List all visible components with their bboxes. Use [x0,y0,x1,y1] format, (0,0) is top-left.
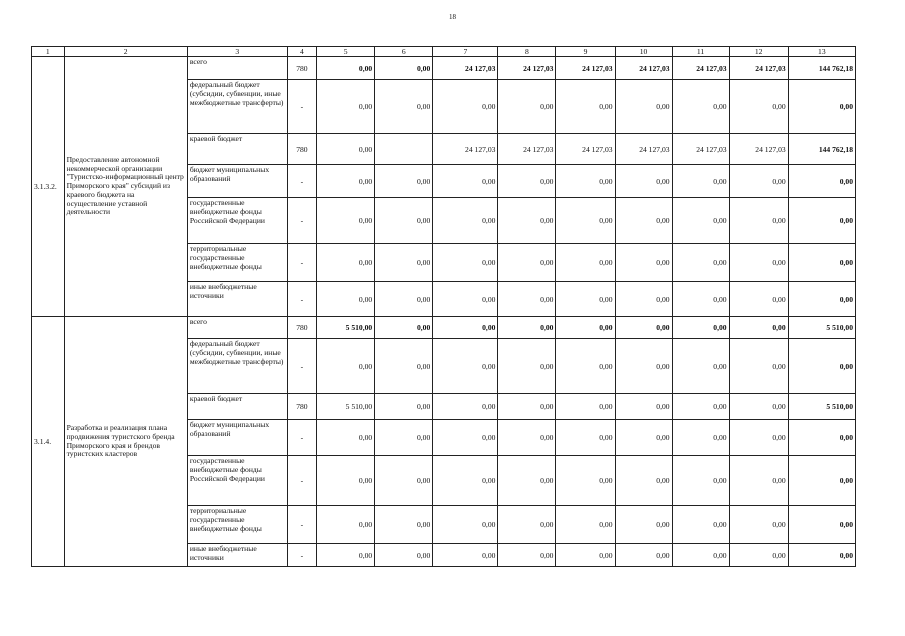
year-value: 24 127,03 [615,134,672,165]
year-value: 0,00 [498,317,556,339]
year-value: 0,00 [433,244,498,282]
year-value: 0,00 [672,317,729,339]
table-row [32,57,856,80]
year-value: 0,00 [672,244,729,282]
year-value: 0,00 [672,420,729,456]
column-header-12: 12 [729,47,788,57]
year-value: 0,00 [375,394,433,420]
year-value: 0,00 [375,339,433,394]
budget-code: 780 [287,134,317,165]
year-value: 0,00 [556,394,615,420]
budget-code: - [287,506,317,544]
year-value: 0,00 [556,420,615,456]
year-value: 0,00 [615,394,672,420]
total-value: 0,00 [788,244,855,282]
year-value: 0,00 [729,80,788,134]
column-header-8: 8 [498,47,556,57]
section-name: Предоставление автономной некоммерческой организации "Туристско-информационный центр Приморского края" субсидий из краевого бюджета на осуществление уставной деятельности [64,57,187,317]
total-value: 5 510,00 [788,317,855,339]
year-value: 0,00 [556,244,615,282]
year-value: 0,00 [317,420,375,456]
year-value: 24 127,03 [729,57,788,80]
year-value: 24 127,03 [498,57,556,80]
funding-source: иные внебюджетные источники [187,282,287,317]
year-value: 0,00 [729,420,788,456]
year-value: 24 127,03 [672,134,729,165]
year-value: 0,00 [729,506,788,544]
budget-code: - [287,198,317,244]
year-value: 0,00 [498,165,556,198]
year-value: 0,00 [433,317,498,339]
year-value: 0,00 [375,57,433,80]
year-value: 0,00 [317,506,375,544]
column-number-row [32,47,856,57]
funding-source: территориальные государственные внебюджетные фонды [187,506,287,544]
funding-source: федеральный бюджет (субсидии, субвенции, иные межбюджетные трансферты) [187,339,287,394]
year-value: 24 127,03 [556,57,615,80]
year-value: 0,00 [556,317,615,339]
year-value: 0,00 [672,544,729,567]
year-value: 0,00 [672,198,729,244]
year-value: 0,00 [433,339,498,394]
year-value: 0,00 [556,544,615,567]
year-value: 0,00 [433,165,498,198]
year-value: 0,00 [729,394,788,420]
funding-source: бюджет муниципальных образований [187,420,287,456]
year-value: 24 127,03 [729,134,788,165]
total-value: 0,00 [788,339,855,394]
year-value: 0,00 [615,339,672,394]
year-value: 0,00 [498,420,556,456]
year-value: 0,00 [498,339,556,394]
column-header-9: 9 [556,47,615,57]
column-header-4: 4 [287,47,317,57]
column-header-10: 10 [615,47,672,57]
funding-source: всего [187,57,287,80]
budget-code: - [287,282,317,317]
year-value: 0,00 [556,165,615,198]
year-value: 24 127,03 [556,134,615,165]
year-value: 0,00 [317,80,375,134]
budget-code: 780 [287,394,317,420]
funding-source: всего [187,317,287,339]
column-header-7: 7 [433,47,498,57]
year-value: 0,00 [375,420,433,456]
year-value: 0,00 [615,80,672,134]
column-header-3: 3 [187,47,287,57]
year-value: 0,00 [556,198,615,244]
budget-code: 780 [287,57,317,80]
year-value: 5 510,00 [317,394,375,420]
funding-source: иные внебюджетные источники [187,544,287,567]
column-header-5: 5 [317,47,375,57]
year-value: 0,00 [375,456,433,506]
funding-source: краевой бюджет [187,134,287,165]
page-number: 18 [449,13,456,21]
year-value: 0,00 [433,420,498,456]
total-value: 0,00 [788,282,855,317]
year-value: 0,00 [317,456,375,506]
total-value: 0,00 [788,165,855,198]
year-value: 0,00 [375,506,433,544]
year-value: 0,00 [498,80,556,134]
column-header-6: 6 [375,47,433,57]
year-value: 0,00 [317,198,375,244]
year-value: 0,00 [615,317,672,339]
year-value: 0,00 [498,244,556,282]
budget-code: - [287,420,317,456]
table-row [32,317,856,339]
year-value: 0,00 [375,544,433,567]
budget-code: - [287,456,317,506]
year-value: 0,00 [615,420,672,456]
total-value: 0,00 [788,456,855,506]
total-value: 0,00 [788,80,855,134]
funding-source: государственные внебюджетные фонды Российской Федерации [187,456,287,506]
year-value: 0,00 [672,165,729,198]
total-value: 5 510,00 [788,394,855,420]
year-value: 0,00 [317,134,375,165]
year-value: 0,00 [729,282,788,317]
section-code: 3.1.3.2. [32,57,65,317]
budget-table [31,46,856,567]
year-value: 24 127,03 [615,57,672,80]
year-value: 0,00 [498,456,556,506]
year-value: 0,00 [317,165,375,198]
column-header-1: 1 [32,47,65,57]
funding-source: территориальные государственные внебюджетные фонды [187,244,287,282]
funding-source: государственные внебюджетные фонды Российской Федерации [187,198,287,244]
year-value: 0,00 [672,80,729,134]
year-value: 0,00 [498,394,556,420]
year-value: 0,00 [729,165,788,198]
year-value: 24 127,03 [433,57,498,80]
year-value: 0,00 [433,456,498,506]
column-header-2: 2 [64,47,187,57]
year-value: 0,00 [672,394,729,420]
year-value: 0,00 [498,198,556,244]
year-value: 0,00 [729,339,788,394]
year-value: 0,00 [498,544,556,567]
funding-source: краевой бюджет [187,394,287,420]
total-value: 0,00 [788,544,855,567]
year-value: 0,00 [729,544,788,567]
budget-code: - [287,80,317,134]
year-value: 5 510,00 [317,317,375,339]
column-header-13: 13 [788,47,855,57]
year-value: 0,00 [317,339,375,394]
budget-code: - [287,339,317,394]
year-value: 0,00 [375,244,433,282]
year-value: 0,00 [672,282,729,317]
year-value: 0,00 [556,282,615,317]
year-value: 0,00 [615,544,672,567]
year-value: 0,00 [433,80,498,134]
year-value: 0,00 [615,165,672,198]
year-value: 0,00 [317,544,375,567]
total-value: 144 762,18 [788,134,855,165]
column-header-11: 11 [672,47,729,57]
total-value: 144 762,18 [788,57,855,80]
year-value: 0,00 [672,456,729,506]
year-value: 0,00 [317,244,375,282]
year-value: 0,00 [615,198,672,244]
year-value: 0,00 [375,317,433,339]
budget-code: - [287,165,317,198]
budget-code: 780 [287,317,317,339]
year-value: 0,00 [433,282,498,317]
section-name: Разработка и реализация плана продвижения туристского бренда Приморского края и брендов туристских кластеров [64,317,187,567]
funding-source: бюджет муниципальных образований [187,165,287,198]
year-value: 0,00 [556,80,615,134]
year-value: 0,00 [375,80,433,134]
year-value: 0,00 [433,544,498,567]
year-value: 24 127,03 [498,134,556,165]
year-value: 0,00 [672,506,729,544]
year-value: 0,00 [498,282,556,317]
year-value: 0,00 [433,198,498,244]
year-value: 0,00 [556,339,615,394]
year-value: 0,00 [615,282,672,317]
year-value: 0,00 [615,244,672,282]
year-value: 24 127,03 [433,134,498,165]
year-value: 0,00 [729,198,788,244]
year-value: 0,00 [317,282,375,317]
total-value: 0,00 [788,506,855,544]
total-value: 0,00 [788,198,855,244]
year-value [375,134,433,165]
year-value: 0,00 [433,394,498,420]
year-value: 0,00 [556,506,615,544]
year-value: 0,00 [433,506,498,544]
year-value: 0,00 [729,456,788,506]
year-value: 0,00 [375,282,433,317]
year-value: 24 127,03 [672,57,729,80]
year-value: 0,00 [498,506,556,544]
budget-code: - [287,544,317,567]
section-code: 3.1.4. [32,317,65,567]
year-value: 0,00 [375,198,433,244]
year-value: 0,00 [556,456,615,506]
year-value: 0,00 [672,339,729,394]
year-value: 0,00 [729,317,788,339]
budget-code: - [287,244,317,282]
year-value: 0,00 [615,506,672,544]
total-value: 0,00 [788,420,855,456]
year-value: 0,00 [615,456,672,506]
year-value: 0,00 [375,165,433,198]
year-value: 0,00 [729,244,788,282]
funding-source: федеральный бюджет (субсидии, субвенции, иные межбюджетные трансферты) [187,80,287,134]
year-value: 0,00 [317,57,375,80]
